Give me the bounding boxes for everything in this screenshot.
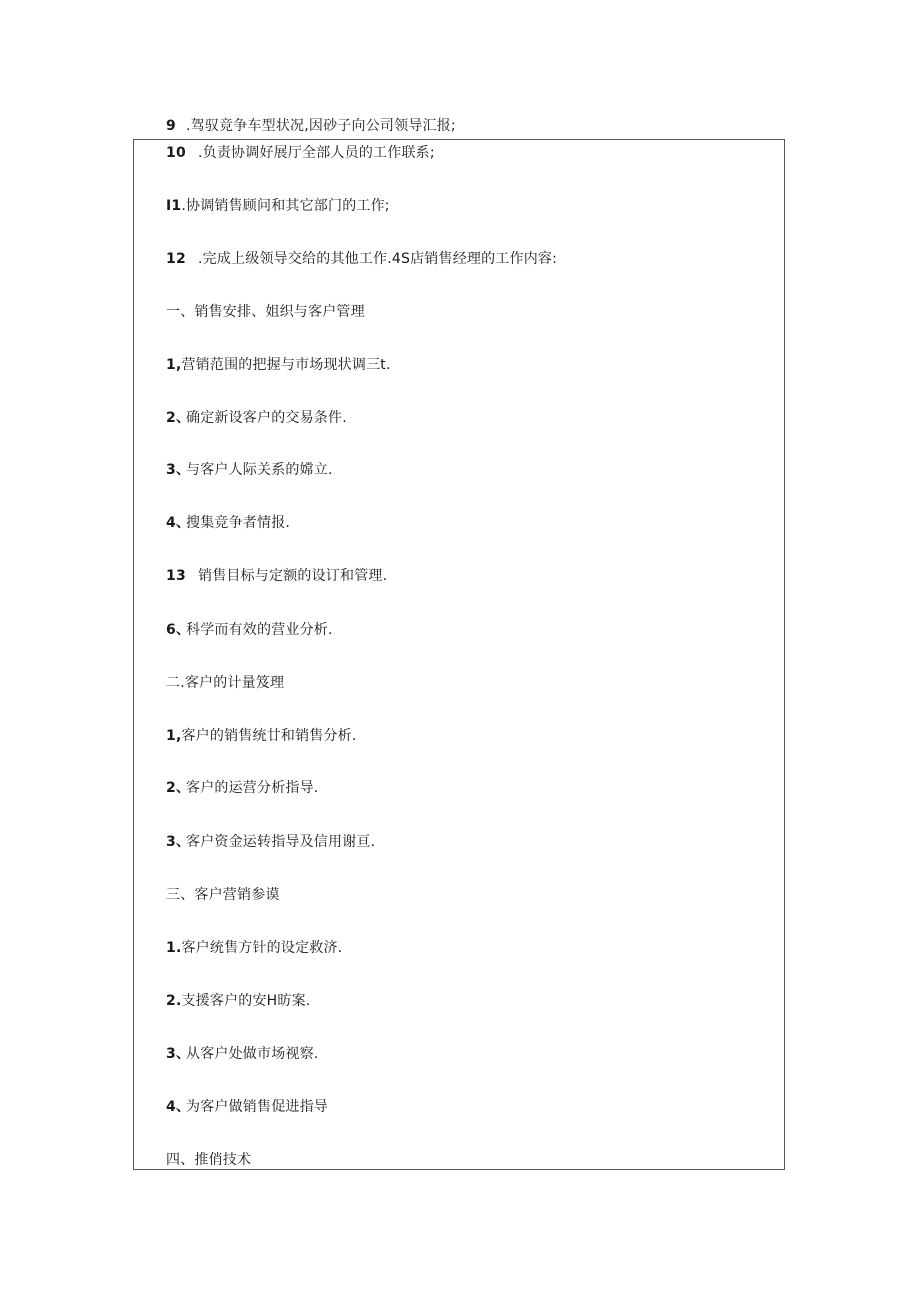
item-number: 1,: [166, 357, 182, 373]
item-number: 12: [166, 251, 186, 267]
item-number: 2、: [166, 780, 191, 796]
item-number: 4、: [166, 515, 191, 531]
item-text: 确定新设客户的交易条件.: [186, 410, 347, 426]
item-number: I1: [166, 198, 182, 214]
section-heading: [166, 1151, 251, 1169]
section-heading: [166, 674, 284, 692]
list-item: [166, 117, 456, 135]
list-item: [166, 144, 435, 162]
list-item: [166, 621, 333, 639]
list-item: [166, 1098, 328, 1116]
item-text: 支援客户的安H昉案.: [181, 993, 311, 1009]
list-item: [166, 992, 310, 1010]
list-item: [166, 514, 290, 532]
item-number: 9: [166, 118, 176, 134]
section-heading-text: 四、推俏技术: [166, 1152, 252, 1168]
item-number: 3、: [166, 462, 191, 478]
item-number: 1.: [166, 940, 182, 956]
item-text: 与客户人际关系的嫦立.: [186, 462, 333, 478]
list-item: [166, 197, 390, 215]
list-item: [166, 1045, 318, 1063]
document-table-border: [133, 139, 785, 1170]
section-heading-text: 三、客户营销参谟: [166, 887, 280, 903]
item-text: 客户资金运转指导及信用谢亘.: [186, 834, 376, 850]
section-heading: [166, 886, 280, 904]
list-item: [166, 567, 387, 585]
item-text: 销售目标与定额的设订和管理.: [198, 568, 388, 584]
item-text: .负责协调好展厅全部人员的工作联系;: [198, 145, 435, 161]
list-item: [166, 779, 318, 797]
list-item: [166, 356, 391, 374]
item-text: 从客户处做市场视察.: [186, 1046, 319, 1062]
item-text: 客户的销售统廿和销售分析.: [181, 728, 357, 744]
item-number: 2.: [166, 993, 182, 1009]
item-number: 3、: [166, 834, 191, 850]
item-text: .协调销售顾问和其它部门的工作;: [181, 198, 390, 214]
section-heading: [166, 303, 365, 321]
item-number: 2、: [166, 410, 191, 426]
list-item: [166, 833, 375, 851]
list-item: [166, 461, 333, 479]
list-item: [166, 939, 342, 957]
item-text: 营销范围的把握与市场现状调三t.: [181, 357, 391, 373]
item-number: 10: [166, 145, 186, 161]
item-text: .驾驭竞争车型状况,因砂子向公司领导汇报;: [186, 118, 456, 134]
item-number: 6、: [166, 622, 191, 638]
item-text: 科学而有效的营业分析.: [186, 622, 333, 638]
item-text: 搜集竞争者情报.: [186, 515, 291, 531]
item-number: 3、: [166, 1046, 191, 1062]
section-heading-text: 二.客户的计量笈理: [166, 675, 285, 691]
section-heading-text: 一、销售安排、姐织与客户管理: [166, 304, 365, 320]
item-number: 13: [166, 568, 186, 584]
list-item: [166, 250, 557, 268]
item-text: 为客户做销售促进指导: [186, 1099, 328, 1115]
item-number: 4、: [166, 1099, 191, 1115]
item-text: 客户的运营分析指导.: [186, 780, 319, 796]
list-item: [166, 409, 347, 427]
item-text: 客户统售方针的设定救济.: [181, 940, 343, 956]
item-number: 1,: [166, 728, 182, 744]
list-item: [166, 727, 357, 745]
item-text: .完成上级领导交给的其他工作.4S店销售经理的工作内容:: [198, 251, 558, 267]
